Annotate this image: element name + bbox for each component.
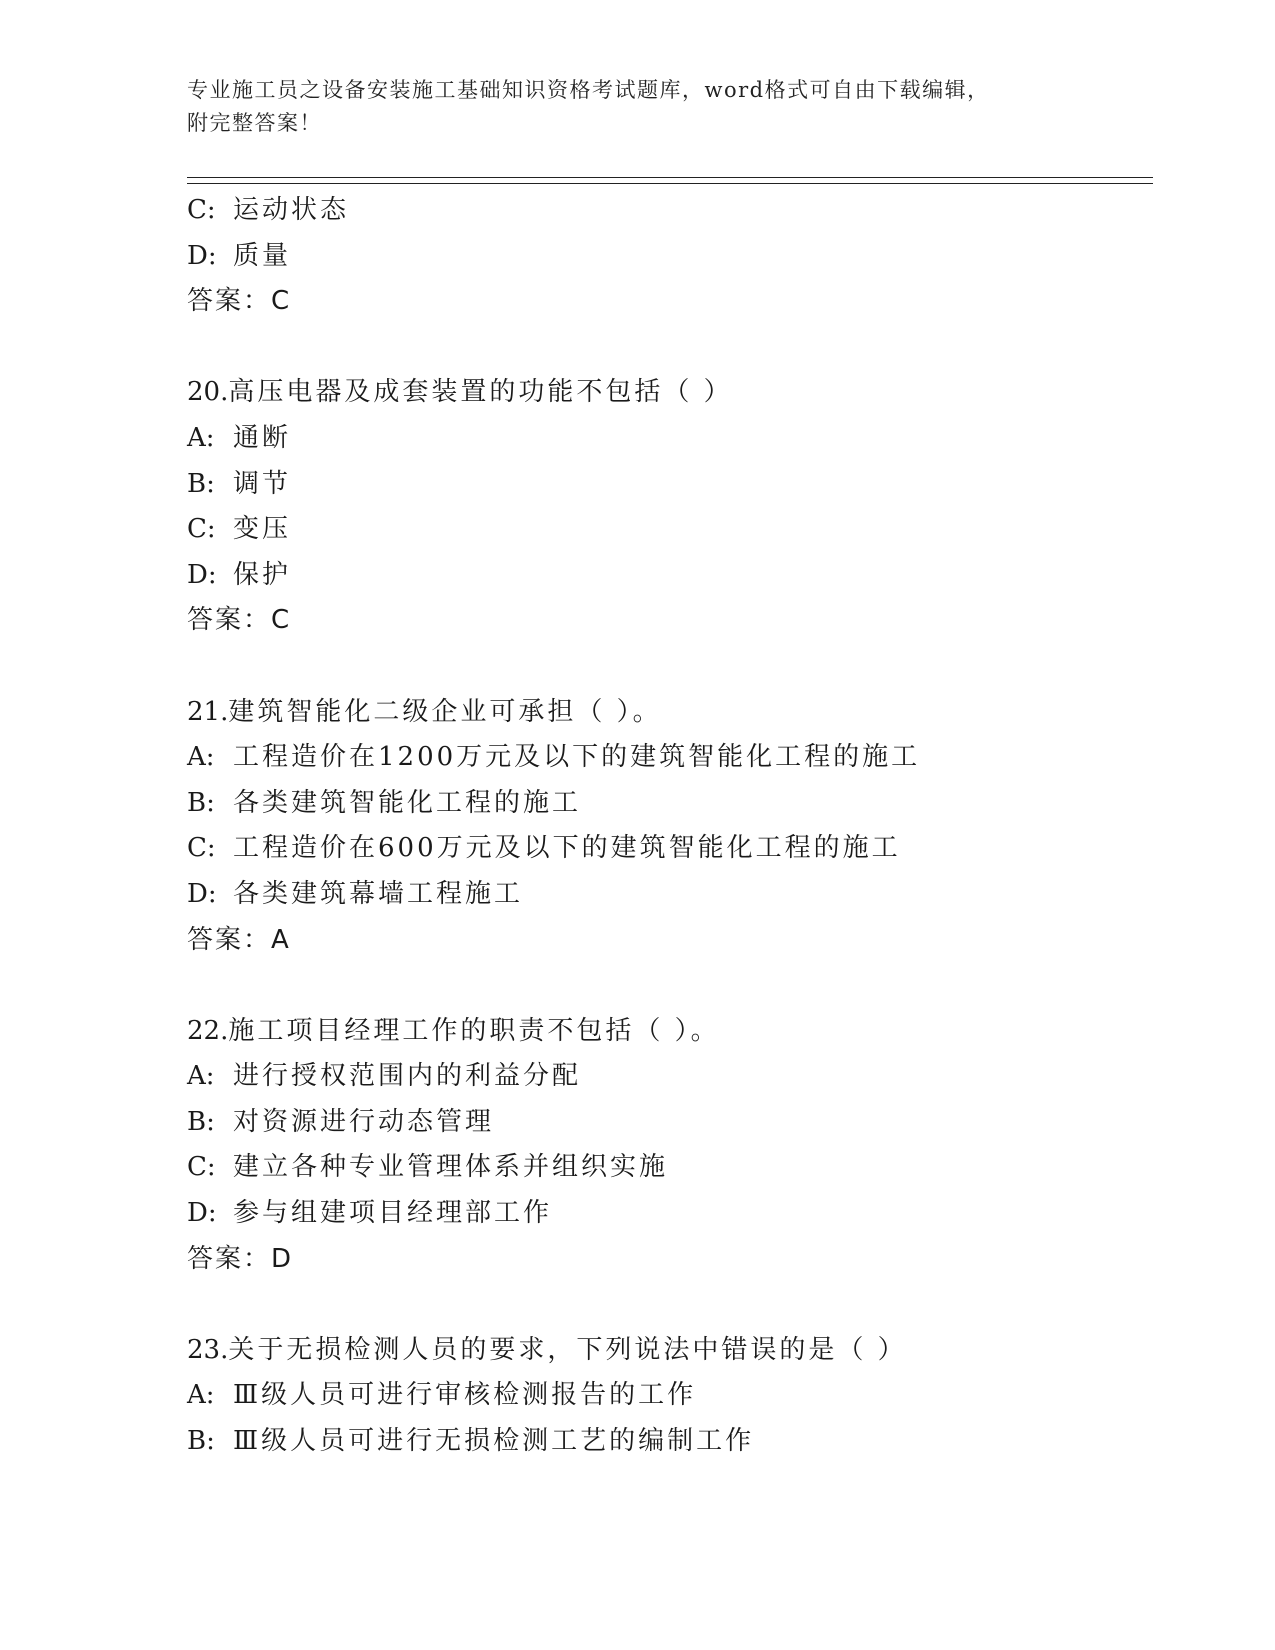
option-text: 各类建筑智能化工程的施工 bbox=[233, 787, 582, 818]
question-list bbox=[187, 188, 1153, 1465]
option-letter: B: bbox=[187, 1106, 215, 1137]
option-letter: C: bbox=[187, 195, 216, 225]
option-c bbox=[187, 1145, 1153, 1191]
question-text: 关于无损检测人员的要求，下列说法中错误的是（ ） bbox=[228, 1334, 907, 1365]
page-header bbox=[187, 74, 1087, 140]
option-letter: B: bbox=[187, 787, 215, 818]
option-b bbox=[187, 1419, 1153, 1465]
question-text: 施工项目经理工作的职责不包括（ ）。 bbox=[228, 1015, 720, 1046]
answer-line: 答案：D bbox=[187, 1243, 294, 1274]
question-text: 高压电器及成套装置的功能不包括（ ） bbox=[228, 377, 733, 408]
option-a bbox=[187, 1054, 1153, 1100]
option-b bbox=[187, 781, 1153, 827]
option-letter: D: bbox=[187, 1198, 217, 1229]
option-text: 参与组建项目经理部工作 bbox=[233, 1198, 553, 1229]
option-d bbox=[187, 234, 1153, 280]
answer-line: 答案：C bbox=[187, 286, 292, 317]
option-text: 建立各种专业管理体系并组织实施 bbox=[233, 1152, 669, 1183]
option-letter: A: bbox=[187, 1380, 215, 1411]
option-d bbox=[187, 1191, 1153, 1237]
option-c bbox=[187, 507, 1153, 553]
option-text: 运动状态 bbox=[233, 195, 350, 225]
option-c bbox=[187, 188, 1153, 234]
answer-line: 答案：A bbox=[187, 924, 291, 955]
option-letter: D: bbox=[187, 240, 217, 271]
answer-line: 答案：C bbox=[187, 605, 292, 636]
option-b bbox=[187, 1100, 1153, 1146]
option-text: 质量 bbox=[233, 240, 292, 271]
option-text: Ⅲ级人员可进行审核检测报告的工作 bbox=[233, 1380, 697, 1411]
question-stem bbox=[187, 1328, 1153, 1374]
option-letter: D: bbox=[187, 559, 217, 590]
option-d bbox=[187, 553, 1153, 599]
question-text: 建筑智能化二级企业可承担（ ）。 bbox=[228, 696, 662, 727]
option-letter: A: bbox=[187, 1061, 215, 1092]
option-text: 工程造价在600万元及以下的建筑智能化工程的施工 bbox=[233, 833, 901, 864]
option-b bbox=[187, 462, 1153, 508]
question-block-23 bbox=[187, 1328, 1153, 1465]
question-number: 21. bbox=[187, 696, 229, 727]
header-line-1: 专业施工员之设备安装施工基础知识资格考试题库，word格式可自由下载编辑， bbox=[187, 78, 990, 102]
option-text: 对资源进行动态管理 bbox=[233, 1106, 495, 1137]
option-letter: A: bbox=[187, 422, 215, 453]
option-c bbox=[187, 826, 1153, 872]
option-text: 保护 bbox=[233, 559, 292, 590]
block-spacer bbox=[187, 1282, 1153, 1328]
question-block-19 bbox=[187, 188, 1153, 325]
option-text: 工程造价在1200万元及以下的建筑智能化工程的施工 bbox=[233, 742, 921, 773]
option-letter: C: bbox=[187, 833, 216, 864]
question-block-21 bbox=[187, 690, 1153, 964]
option-letter: C: bbox=[187, 1152, 216, 1183]
option-text: 通断 bbox=[233, 422, 292, 453]
option-letter: A: bbox=[187, 742, 215, 773]
block-spacer bbox=[187, 963, 1153, 1009]
option-text: 各类建筑幕墙工程施工 bbox=[233, 878, 524, 909]
block-spacer bbox=[187, 644, 1153, 690]
option-letter: C: bbox=[187, 514, 216, 545]
header-line-2: 附完整答案！ bbox=[187, 111, 322, 135]
question-block-22 bbox=[187, 1009, 1153, 1283]
option-a bbox=[187, 735, 1153, 781]
option-text: 变压 bbox=[233, 514, 292, 545]
block-spacer bbox=[187, 325, 1153, 371]
question-block-20 bbox=[187, 370, 1153, 644]
option-letter: B: bbox=[187, 468, 215, 499]
header-divider bbox=[187, 177, 1153, 184]
question-stem bbox=[187, 370, 1153, 416]
option-a bbox=[187, 416, 1153, 462]
option-a bbox=[187, 1373, 1153, 1419]
question-number: 23. bbox=[187, 1334, 229, 1365]
question-stem bbox=[187, 1009, 1153, 1055]
option-letter: B: bbox=[187, 1426, 215, 1457]
question-number: 22. bbox=[187, 1015, 229, 1046]
option-text: 调节 bbox=[233, 468, 292, 499]
question-number: 20. bbox=[187, 377, 229, 408]
option-text: 进行授权范围内的利益分配 bbox=[233, 1061, 582, 1092]
option-text: Ⅲ级人员可进行无损检测工艺的编制工作 bbox=[233, 1426, 755, 1457]
option-letter: D: bbox=[187, 878, 217, 909]
question-stem bbox=[187, 690, 1153, 736]
option-d bbox=[187, 872, 1153, 918]
